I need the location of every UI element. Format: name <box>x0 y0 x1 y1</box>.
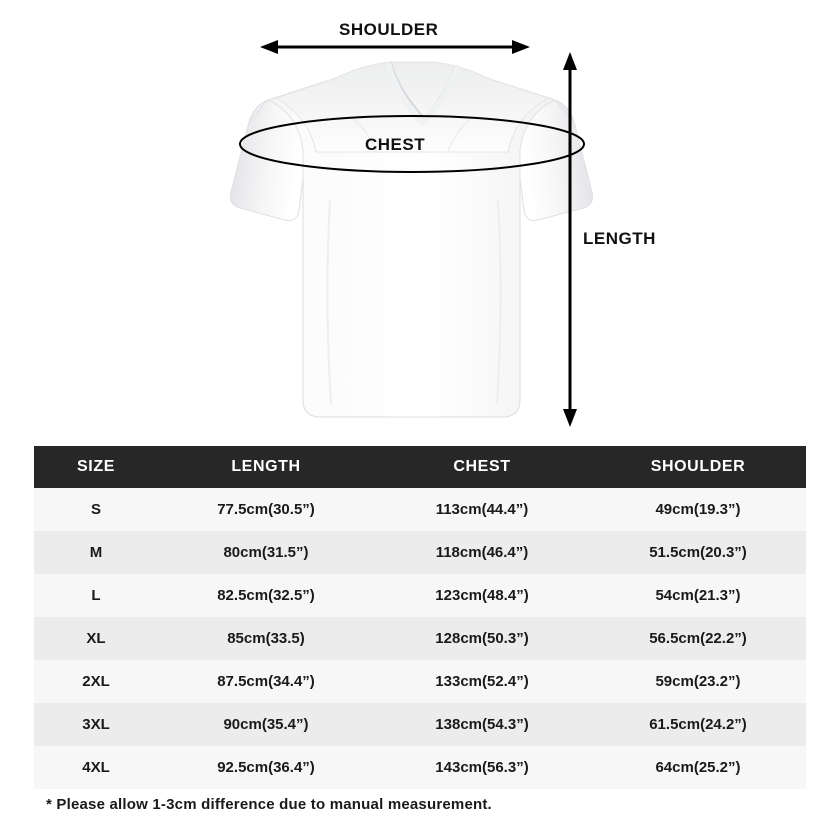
cell-size: 2XL <box>82 673 110 690</box>
cell-length: 90cm(35.4”) <box>223 716 309 733</box>
cell-shoulder: 51.5cm(20.3”) <box>649 544 747 561</box>
cell-length: 82.5cm(32.5”) <box>217 587 315 604</box>
table-row <box>34 488 806 531</box>
size-table-wrapper <box>34 446 806 789</box>
cell-shoulder: 54cm(21.3”) <box>655 587 741 604</box>
table-row <box>34 746 806 789</box>
column-header-shoulder: SHOULDER <box>590 446 806 488</box>
chest-dimension-label: CHEST <box>365 135 426 154</box>
cell-chest: 143cm(56.3”) <box>435 759 529 776</box>
table-row <box>34 660 806 703</box>
cell-shoulder: 64cm(25.2”) <box>655 759 741 776</box>
cell-length: 92.5cm(36.4”) <box>217 759 315 776</box>
table-row <box>34 703 806 746</box>
cell-size: L <box>91 587 101 604</box>
cell-shoulder: 59cm(23.2”) <box>655 673 741 690</box>
size-table-body <box>34 488 806 789</box>
cell-size: 3XL <box>82 716 110 733</box>
table-row <box>34 617 806 660</box>
cell-chest: 123cm(48.4”) <box>435 587 529 604</box>
shoulder-measure-arrow <box>260 40 530 54</box>
column-header-size: SIZE <box>34 446 158 488</box>
size-table <box>34 446 806 789</box>
column-header-length: LENGTH <box>158 446 374 488</box>
cell-length: 87.5cm(34.4”) <box>217 673 315 690</box>
cell-shoulder: 49cm(19.3”) <box>655 501 741 518</box>
table-row <box>34 574 806 617</box>
cell-chest: 128cm(50.3”) <box>435 630 529 647</box>
cell-size: S <box>90 501 101 518</box>
cell-shoulder: 56.5cm(22.2”) <box>649 630 747 647</box>
length-dimension-label: LENGTH <box>583 229 656 248</box>
cell-length: 80cm(31.5”) <box>223 544 309 561</box>
shoulder-dimension-label: SHOULDER <box>339 20 439 39</box>
cell-chest: 118cm(46.4”) <box>435 544 529 561</box>
measurement-footnote: * Please allow 1-3cm difference due to manual measurement. <box>46 796 492 813</box>
table-header-row <box>34 446 806 488</box>
size-table-head <box>34 446 806 488</box>
cell-chest: 133cm(52.4”) <box>435 673 529 690</box>
column-header-chest: CHEST <box>374 446 590 488</box>
cell-length: 85cm(33.5) <box>227 630 305 647</box>
cell-length: 77.5cm(30.5”) <box>217 501 315 518</box>
cell-chest: 113cm(44.4”) <box>435 501 529 518</box>
cell-chest: 138cm(54.3”) <box>435 716 529 733</box>
cell-size: M <box>89 544 103 561</box>
table-row <box>34 531 806 574</box>
cell-shoulder: 61.5cm(24.2”) <box>649 716 747 733</box>
cell-size: 4XL <box>82 759 110 776</box>
cell-size: XL <box>86 630 106 647</box>
